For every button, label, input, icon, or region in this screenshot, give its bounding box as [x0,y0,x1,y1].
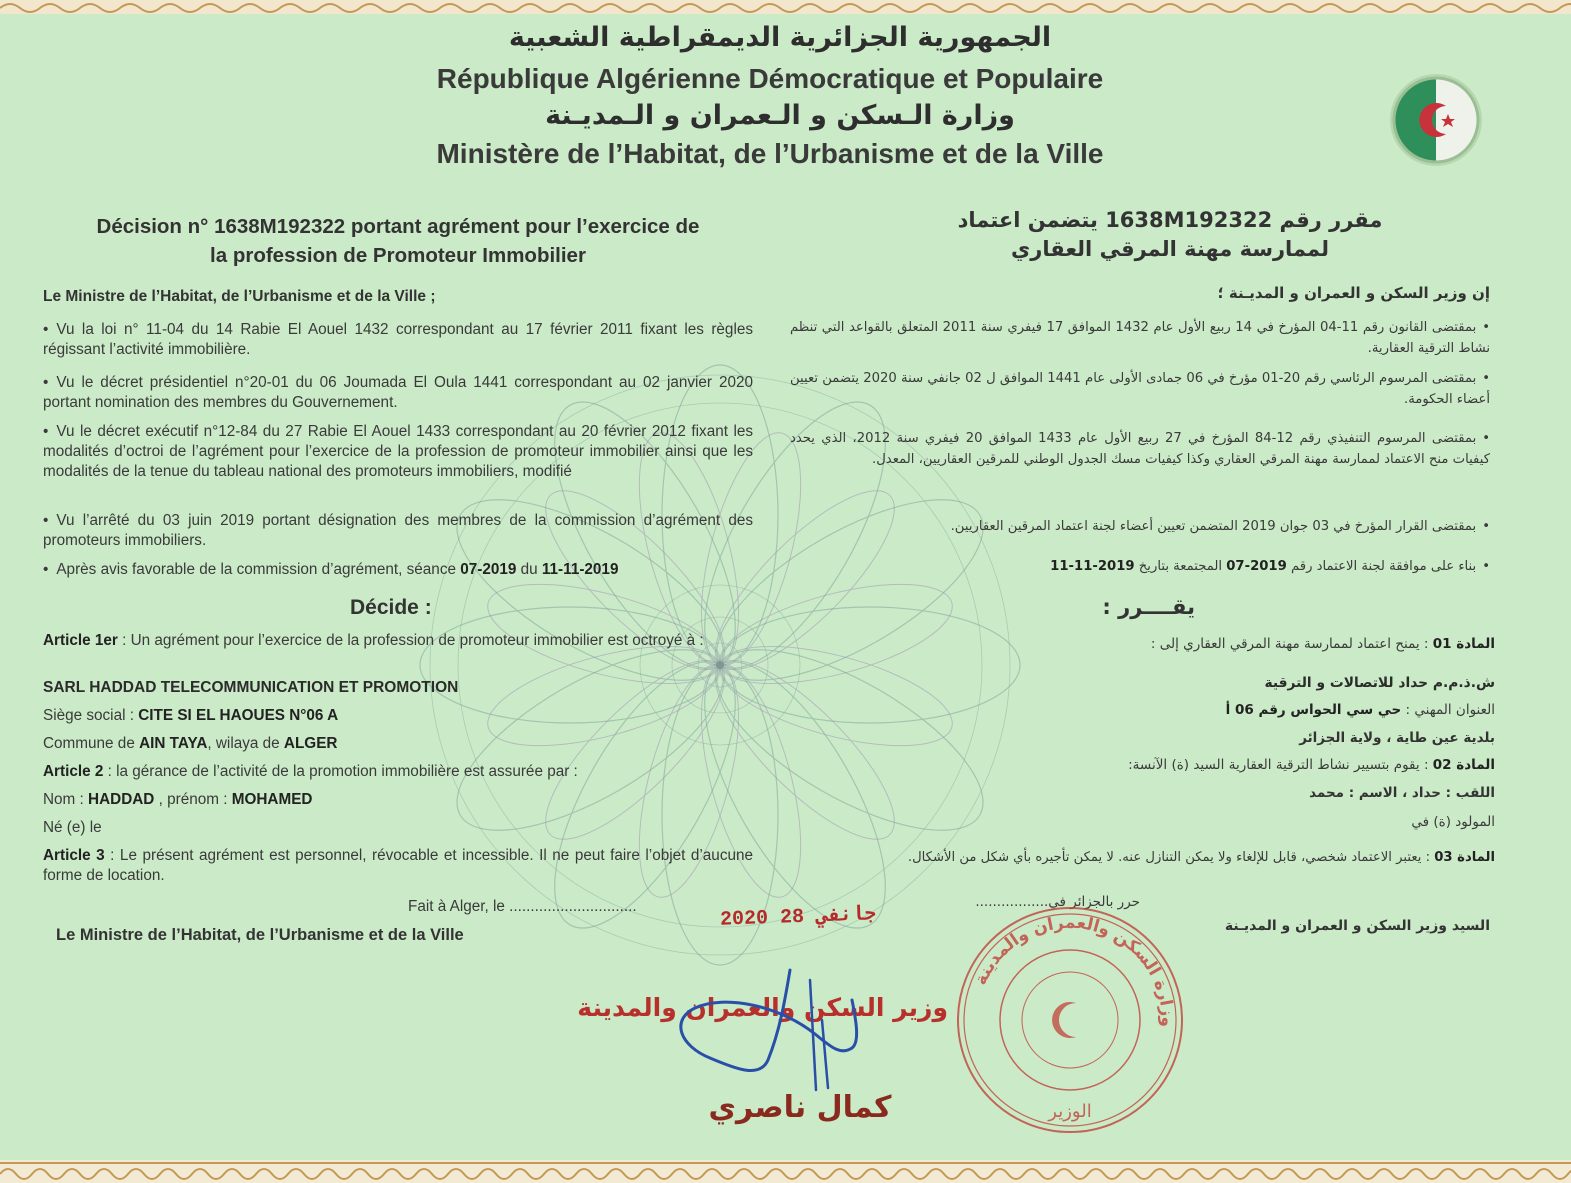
signer-name-stamp: كمال ناصري [708,1090,892,1125]
birth-date-label-french: Né (e) le [43,819,102,836]
official-ministry-stamp [950,895,1190,1145]
decision-title-french-line1: Décision n° 1638M192322 portant agrément pour l’exercice de [96,215,700,238]
visa-decree-20-01-arabic: • بمقتضى المرسوم الرئاسي رقم 20-01 مؤرخ في 06 جمادى الأولى عام 1441 الموافق ل 02 جانفي سنة 2020 يتضمن تعيين أعضاء الحكومة. [790,368,1490,410]
minister-title-stamp: وزير السكن والعمران والمدينة [577,993,948,1022]
article-1-french: Article 1er : Un agrément pour l’exercice de la profession de promoteur immobilier est octroyé à : [43,632,704,649]
visa-decree-12-84-arabic: • بمقتضى المرسوم التنفيذي رقم 12-84 المؤرخ في 27 ربيع الأول عام 1433 الموافق 20 فيفري سنة 2012، الذي يحدد كيفيات منح الاعتماد لممارسة مهنة المرقي العقاري وكذا كيفيات مسك الجدول الوطني للمرقين العقاريين، المعدل. [790,428,1490,470]
article-2-french: Article 2 : la gérance de l’activité de la promotion immobilière est assurée par : [43,763,578,780]
commune-wilaya-french: Commune de AIN TAYA, wilaya de ALGER [43,735,338,752]
session-number-french: 07-2019 [460,561,517,578]
decision-title-arabic [790,206,1550,264]
decision-title-french [28,212,768,270]
session-number-arabic: 2019-07 [1226,559,1287,574]
minister-intro-french: Le Ministre de l’Habitat, de l’Urbanisme et de la Ville ; [43,288,436,305]
republic-name-french: République Algérienne Démocratique et Populaire [436,63,1104,94]
ministry-name-arabic: وزارة الـسكن و الـعمران و الـمديـنة [545,100,1015,131]
decision-title-arabic-line1: مقرر رقم 1638M192322 يتضمن اعتماد [957,208,1383,232]
stamp-center-text: الوزير [1048,1101,1092,1122]
visa-arrete-2019-french: • Vu l’arrêté du 03 juin 2019 portant désignation des membres de la commission d’agrément des promoteurs immobiliers. [43,511,753,551]
visa-commission-opinion-french: • Après avis favorable de la commission d’agrément, séance 07-2019 du 11-11-2019 [43,560,753,580]
decide-heading-french: Décide : [350,596,432,619]
article-3-arabic: المادة 03 : يعتبر الاعتماد شخصي، قابل للإلغاء ولا يمكن التنازل عنه. لا يمكن تأجيره بأي شكل من الأشكال. [907,850,1495,865]
visa-decree-12-84-french: • Vu le décret exécutif n°12-84 du 27 Rabie El Aouel 1433 correspondant au 20 février 2012 fixant les modalités d’octroi de l’agrément pour l’exercice de la profession de promoteur immobilier ainsi que les modalités de la tenue du tableau national des promoteurs immobiliers, modifié [43,422,753,482]
decision-title-arabic-line2: لممارسة مهنة المرقي العقاري [1010,237,1329,261]
company-name-french: SARL HADDAD TELECOMMUNICATION ET PROMOTION [43,679,459,696]
minister-signature-label-french: Le Ministre de l’Habitat, de l’Urbanisme et de la Ville [56,926,464,944]
algerian-emblem-icon [1388,72,1484,168]
article-2-arabic: المادة 02 : يقوم بتسيير نشاط الترقية العقارية السيد (ة) الآنسة: [1128,757,1495,773]
commune-wilaya-arabic: بلدية عين طاية ، ولاية الجزائر [1299,730,1495,746]
minister-intro-arabic: إن وزير السكن و العمران و المديـنة ؛ [1217,284,1490,302]
decide-heading-arabic: يقــــرر : [1102,595,1195,619]
head-office-french: Siège social : CITE SI EL HAOUES N°06 A [43,707,339,724]
visa-law-11-04-french: • Vu la loi n° 11-04 du 14 Rabie El Aouel 1432 correspondant au 17 février 2011 fixant les règles régissant l’activité immobilière. [43,320,753,360]
ministry-name-french: Ministère de l’Habitat, de l’Urbanisme et de la Ville [436,138,1104,169]
issued-in-algiers-french: Fait à Alger, le .............................. [408,898,637,915]
visa-commission-opinion-arabic: • بناء على موافقة لجنة الاعتماد رقم 2019-07 المجتمعة بتاريخ 2019-11-11 [790,556,1490,577]
stamped-date: 2020 جانفي 28 [719,903,877,932]
minister-handwritten-signature [640,960,920,1110]
session-date-french: 11-11-2019 [541,561,619,578]
article-1-arabic: المادة 01 : يمنح اعتماد لممارسة مهنة المرقي العقاري إلى : [1150,636,1495,652]
session-date-arabic: 2019-11-11 [1050,559,1135,574]
issued-in-algiers-arabic: حرر بالجزائر في................. [975,894,1140,910]
stamp-ring-text: وزارة السكن والعمران والمدينة [970,912,1178,1028]
head-office-arabic: العنوان المهني : حي سي الحواس رقم 06 أ [1225,702,1495,718]
top-decorative-border [0,0,1571,14]
minister-signature-label-arabic: السيد وزير السكن و العمران و المديـنة [1224,918,1490,934]
visa-decree-20-01-french: • Vu le décret présidentiel n°20-01 du 06 Joumada El Oula 1441 correspondant au 02 janvier 2020 portant nomination des membres du Gouvernement. [43,373,753,413]
decision-title-french-line2: la profession de Promoteur Immobilier [210,244,586,267]
company-name-arabic: ش.ذ.م.م حداد للاتصالات و الترقية [1264,675,1495,691]
bottom-decorative-border [0,1160,1571,1183]
manager-name-arabic: اللقب : حداد ، الاسم : محمد [1309,785,1495,801]
republic-name-arabic: الجمهورية الجزائرية الديمقراطية الشعبية [508,22,1052,53]
birth-date-label-arabic: المولود (ة) في [1411,814,1495,830]
manager-name-french: Nom : HADDAD , prénom : MOHAMED [43,791,313,808]
article-3-french: Article 3 : Le présent agrément est personnel, révocable et incessible. Il ne peut faire l’objet d’aucune forme de location. [43,847,753,884]
visa-arrete-2019-arabic: • بمقتضى القرار المؤرخ في 03 جوان 2019 المتضمن تعيين أعضاء لجنة اعتماد المرقين العقاريين. [790,516,1490,537]
visa-law-11-04-arabic: • بمقتضى القانون رقم 11-04 المؤرخ في 14 ربيع الأول عام 1432 الموافق 17 فيفري سنة 2011 المتعلق بالقواعد التي تنظم نشاط الترقية العقارية. [790,317,1490,359]
